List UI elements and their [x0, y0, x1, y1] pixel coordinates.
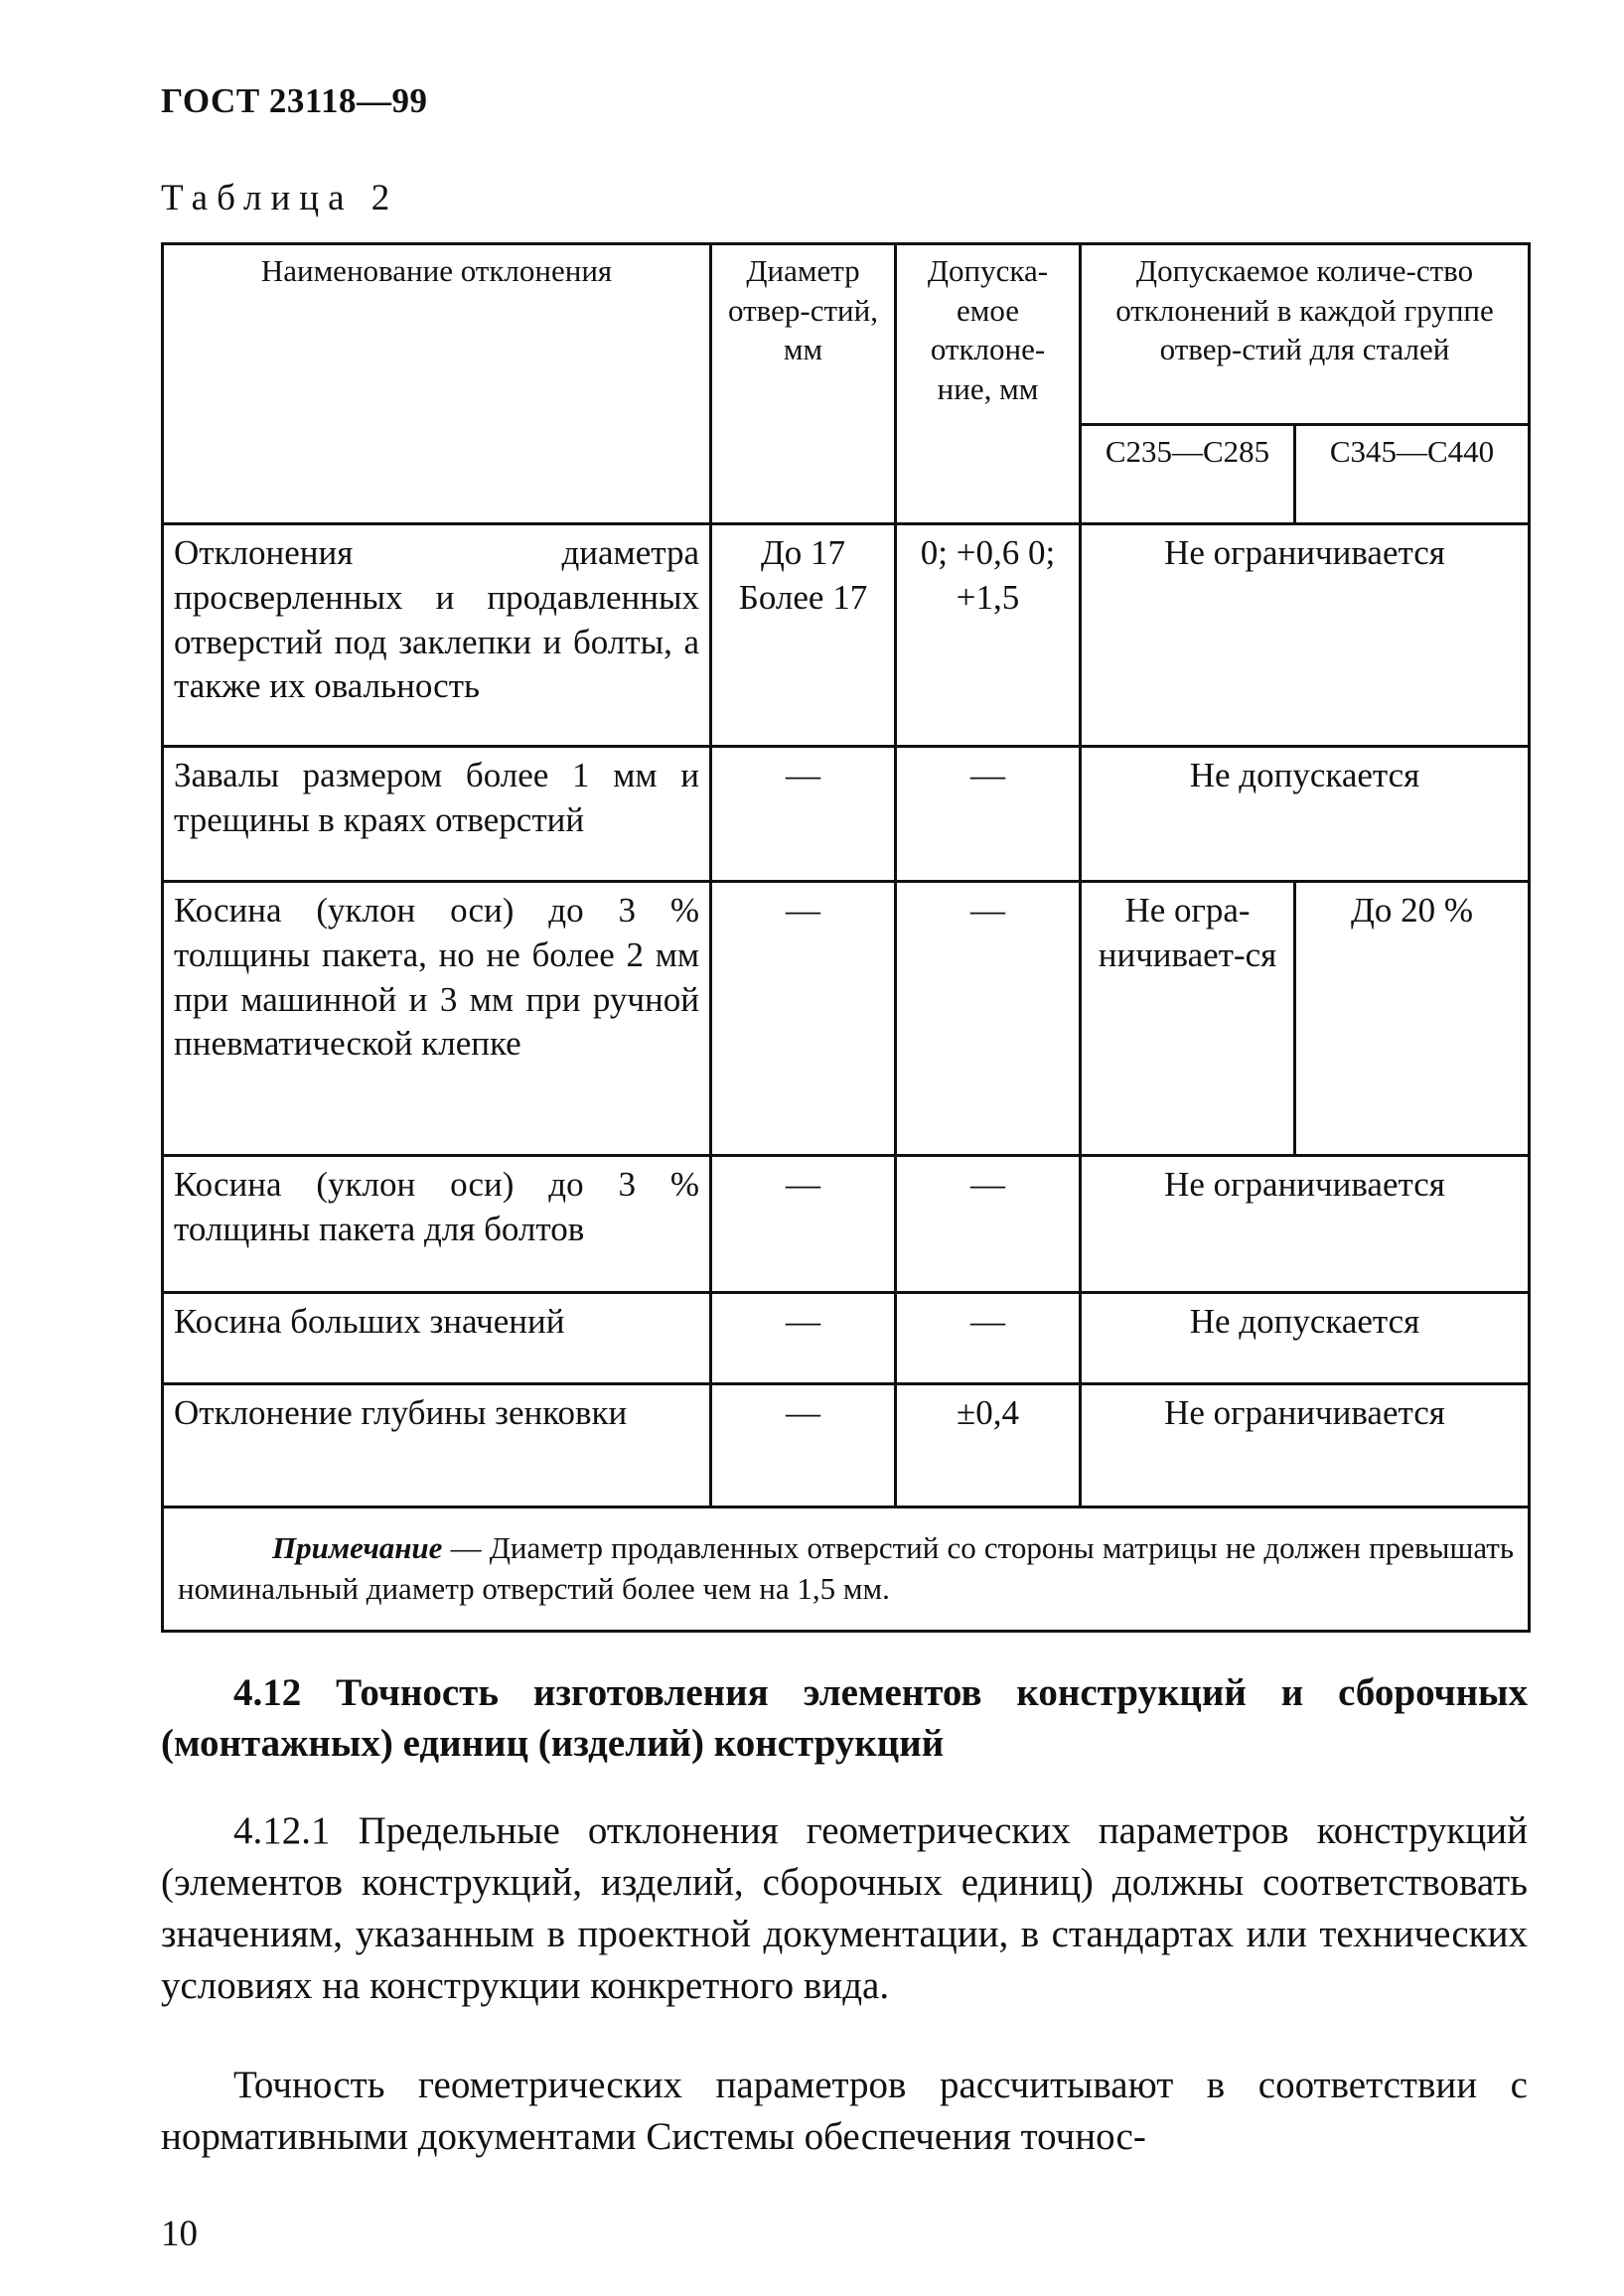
- row-value: Не ограничивается: [1081, 1156, 1530, 1293]
- row-name: Завалы размером более 1 мм и трещины в краях отверстий: [163, 747, 711, 882]
- deviations-table: [161, 242, 1531, 1633]
- row-deviation: —: [896, 882, 1081, 1156]
- row-diameter: До 17 Более 17: [711, 524, 896, 747]
- row-value: Не ограничивается: [1081, 1384, 1530, 1507]
- header-steel-1: С235—С285: [1081, 425, 1295, 524]
- row-name: Косина (уклон оси) до 3 % толщины пакета, но не более 2 мм при машинной и 3 мм при ручной пневматической клепке: [163, 882, 711, 1156]
- row-deviation: —: [896, 1293, 1081, 1384]
- row-value: Не ограничивается: [1081, 524, 1530, 747]
- page-number: 10: [161, 2214, 198, 2254]
- row-value-steel-2: До 20 %: [1295, 882, 1530, 1156]
- header-steel-2: С345—С440: [1295, 425, 1530, 524]
- row-diameter: —: [711, 1384, 896, 1507]
- row-name: Косина (уклон оси) до 3 % толщины пакета для болтов: [163, 1156, 711, 1293]
- row-diameter: —: [711, 747, 896, 882]
- header-deviation: Допуска-емое отклоне-ние, мм: [896, 244, 1081, 524]
- header-name: Наименование отклонения: [163, 244, 711, 524]
- row-name: Отклонение глубины зенковки: [163, 1384, 711, 1507]
- table-note-cell: [163, 1507, 1530, 1632]
- table-row: [163, 1156, 1530, 1293]
- header-count: Допускаемое количе-ство отклонений в каждой группе отвер-стий для сталей: [1081, 244, 1530, 425]
- row-value: Не допускается: [1081, 747, 1530, 882]
- table-header-row: [163, 244, 1530, 425]
- row-diameter: —: [711, 882, 896, 1156]
- table-row: [163, 524, 1530, 747]
- row-deviation: —: [896, 1156, 1081, 1293]
- header-diameter: Диаметр отвер-стий, мм: [711, 244, 896, 524]
- table-caption: Таблица 2: [161, 178, 399, 218]
- note-label: Примечание: [272, 1530, 443, 1565]
- row-diameter: —: [711, 1293, 896, 1384]
- row-value-steel-1: Не огра-ничивает-ся: [1081, 882, 1295, 1156]
- row-deviation: 0; +0,6 0; +1,5: [896, 524, 1081, 747]
- table-note-row: [163, 1507, 1530, 1632]
- section-title: 4.12 Точность изготовления элементов конструкций и сборочных (монтажных) единиц (изделий) конструкций: [161, 1671, 1528, 1765]
- row-deviation: ±0,4: [896, 1384, 1081, 1507]
- table-row: [163, 747, 1530, 882]
- note-text: — Диаметр продавленных отверстий со стороны матрицы не должен превышать номинальный диаметр отверстий более чем на 1,5 мм.: [178, 1530, 1514, 1606]
- paragraph: 4.12.1 Предельные отклонения геометрических параметров конструкций (элементов конструкций, изделий, сборочных единиц) должны соответствовать значениям, указанным в проектной документации, в стандартах или технических условиях на конструкции конкретного вида.: [161, 1809, 1528, 2007]
- table-row: [163, 1293, 1530, 1384]
- table-row: [163, 1384, 1530, 1507]
- document-header: ГОСТ 23118—99: [161, 81, 428, 120]
- table-row: [163, 882, 1530, 1156]
- row-diameter: —: [711, 1156, 896, 1293]
- row-name: Отклонения диаметра просверленных и продавленных отверстий под заклепки и болты, а также их овальность: [163, 524, 711, 747]
- paragraph: Точность геометрических параметров рассчитывают в соответствии с нормативными документами Системы обеспечения точнос-: [161, 2064, 1528, 2158]
- row-name: Косина больших значений: [163, 1293, 711, 1384]
- row-deviation: —: [896, 747, 1081, 882]
- table-note: [178, 1528, 1514, 1610]
- row-value: Не допускается: [1081, 1293, 1530, 1384]
